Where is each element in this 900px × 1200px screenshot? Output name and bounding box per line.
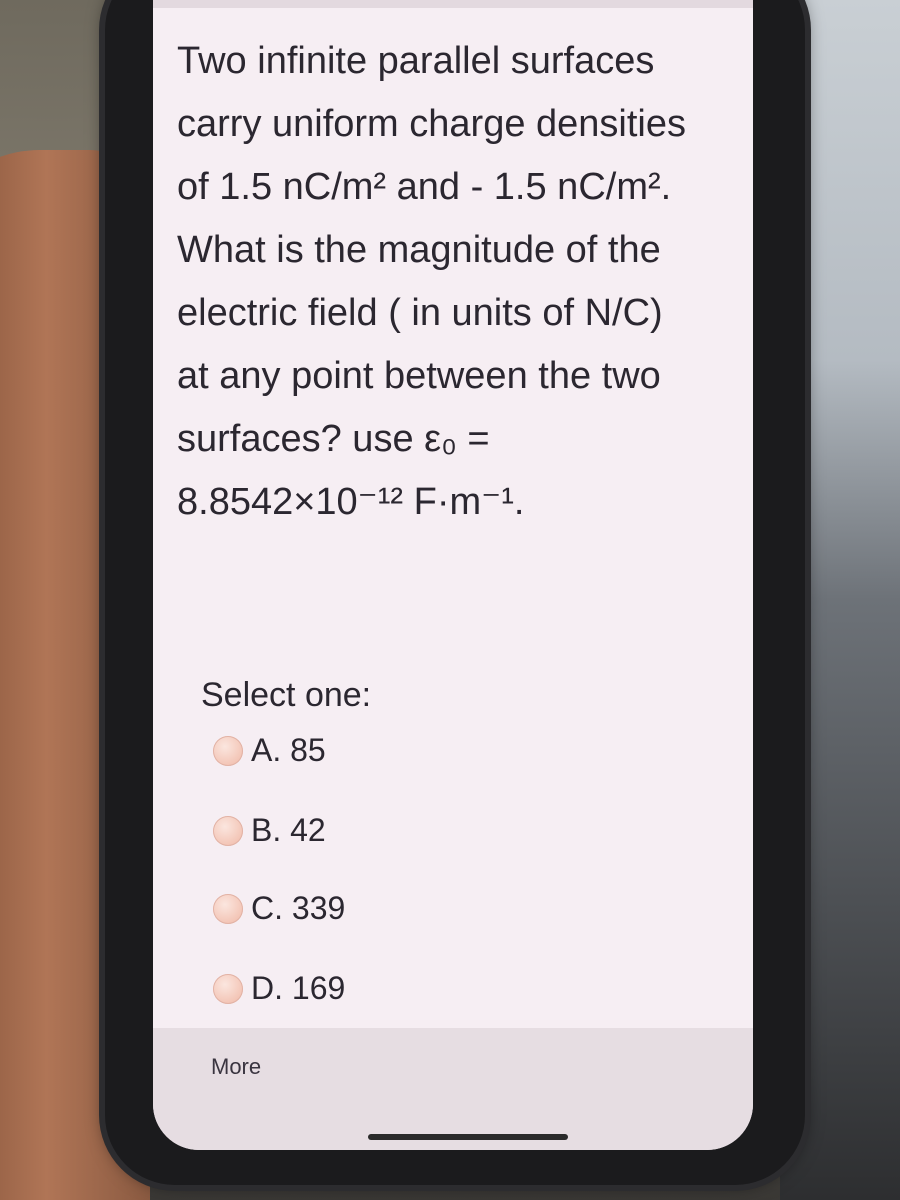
- option-b[interactable]: [213, 812, 326, 849]
- radio-icon[interactable]: [213, 816, 243, 846]
- question-line: of 1.5 nC/m² and - 1.5 nC/m².: [177, 166, 672, 208]
- question-line: 8.8542×10⁻¹² F·m⁻¹.: [177, 481, 525, 523]
- option-a[interactable]: [213, 732, 326, 769]
- top-strip: [153, 0, 753, 8]
- question-line: What is the magnitude of the: [177, 229, 661, 271]
- option-label: D. 169: [251, 970, 346, 1006]
- option-label: A. 85: [251, 732, 326, 768]
- question-line: Two infinite parallel surfaces: [177, 40, 655, 82]
- question-line: at any point between the two: [177, 355, 661, 397]
- bottom-bar: [153, 1028, 753, 1150]
- radio-icon[interactable]: [213, 894, 243, 924]
- option-d[interactable]: [213, 970, 345, 1007]
- option-label: C. 339: [251, 890, 346, 926]
- home-indicator[interactable]: [368, 1134, 568, 1140]
- more-button[interactable]: More: [211, 1054, 262, 1079]
- option-c[interactable]: [213, 890, 345, 927]
- phone-screen: [153, 0, 753, 1150]
- question-line: carry uniform charge densities: [177, 103, 686, 145]
- option-label: B. 42: [251, 812, 326, 848]
- question-text: [177, 30, 737, 534]
- select-one-label: Select one:: [201, 676, 372, 714]
- radio-icon[interactable]: [213, 736, 243, 766]
- question-line: electric field ( in units of N/C): [177, 292, 663, 334]
- question-line: surfaces? use ε₀ =: [177, 418, 490, 460]
- radio-icon[interactable]: [213, 974, 243, 1004]
- question-card: [153, 8, 753, 1028]
